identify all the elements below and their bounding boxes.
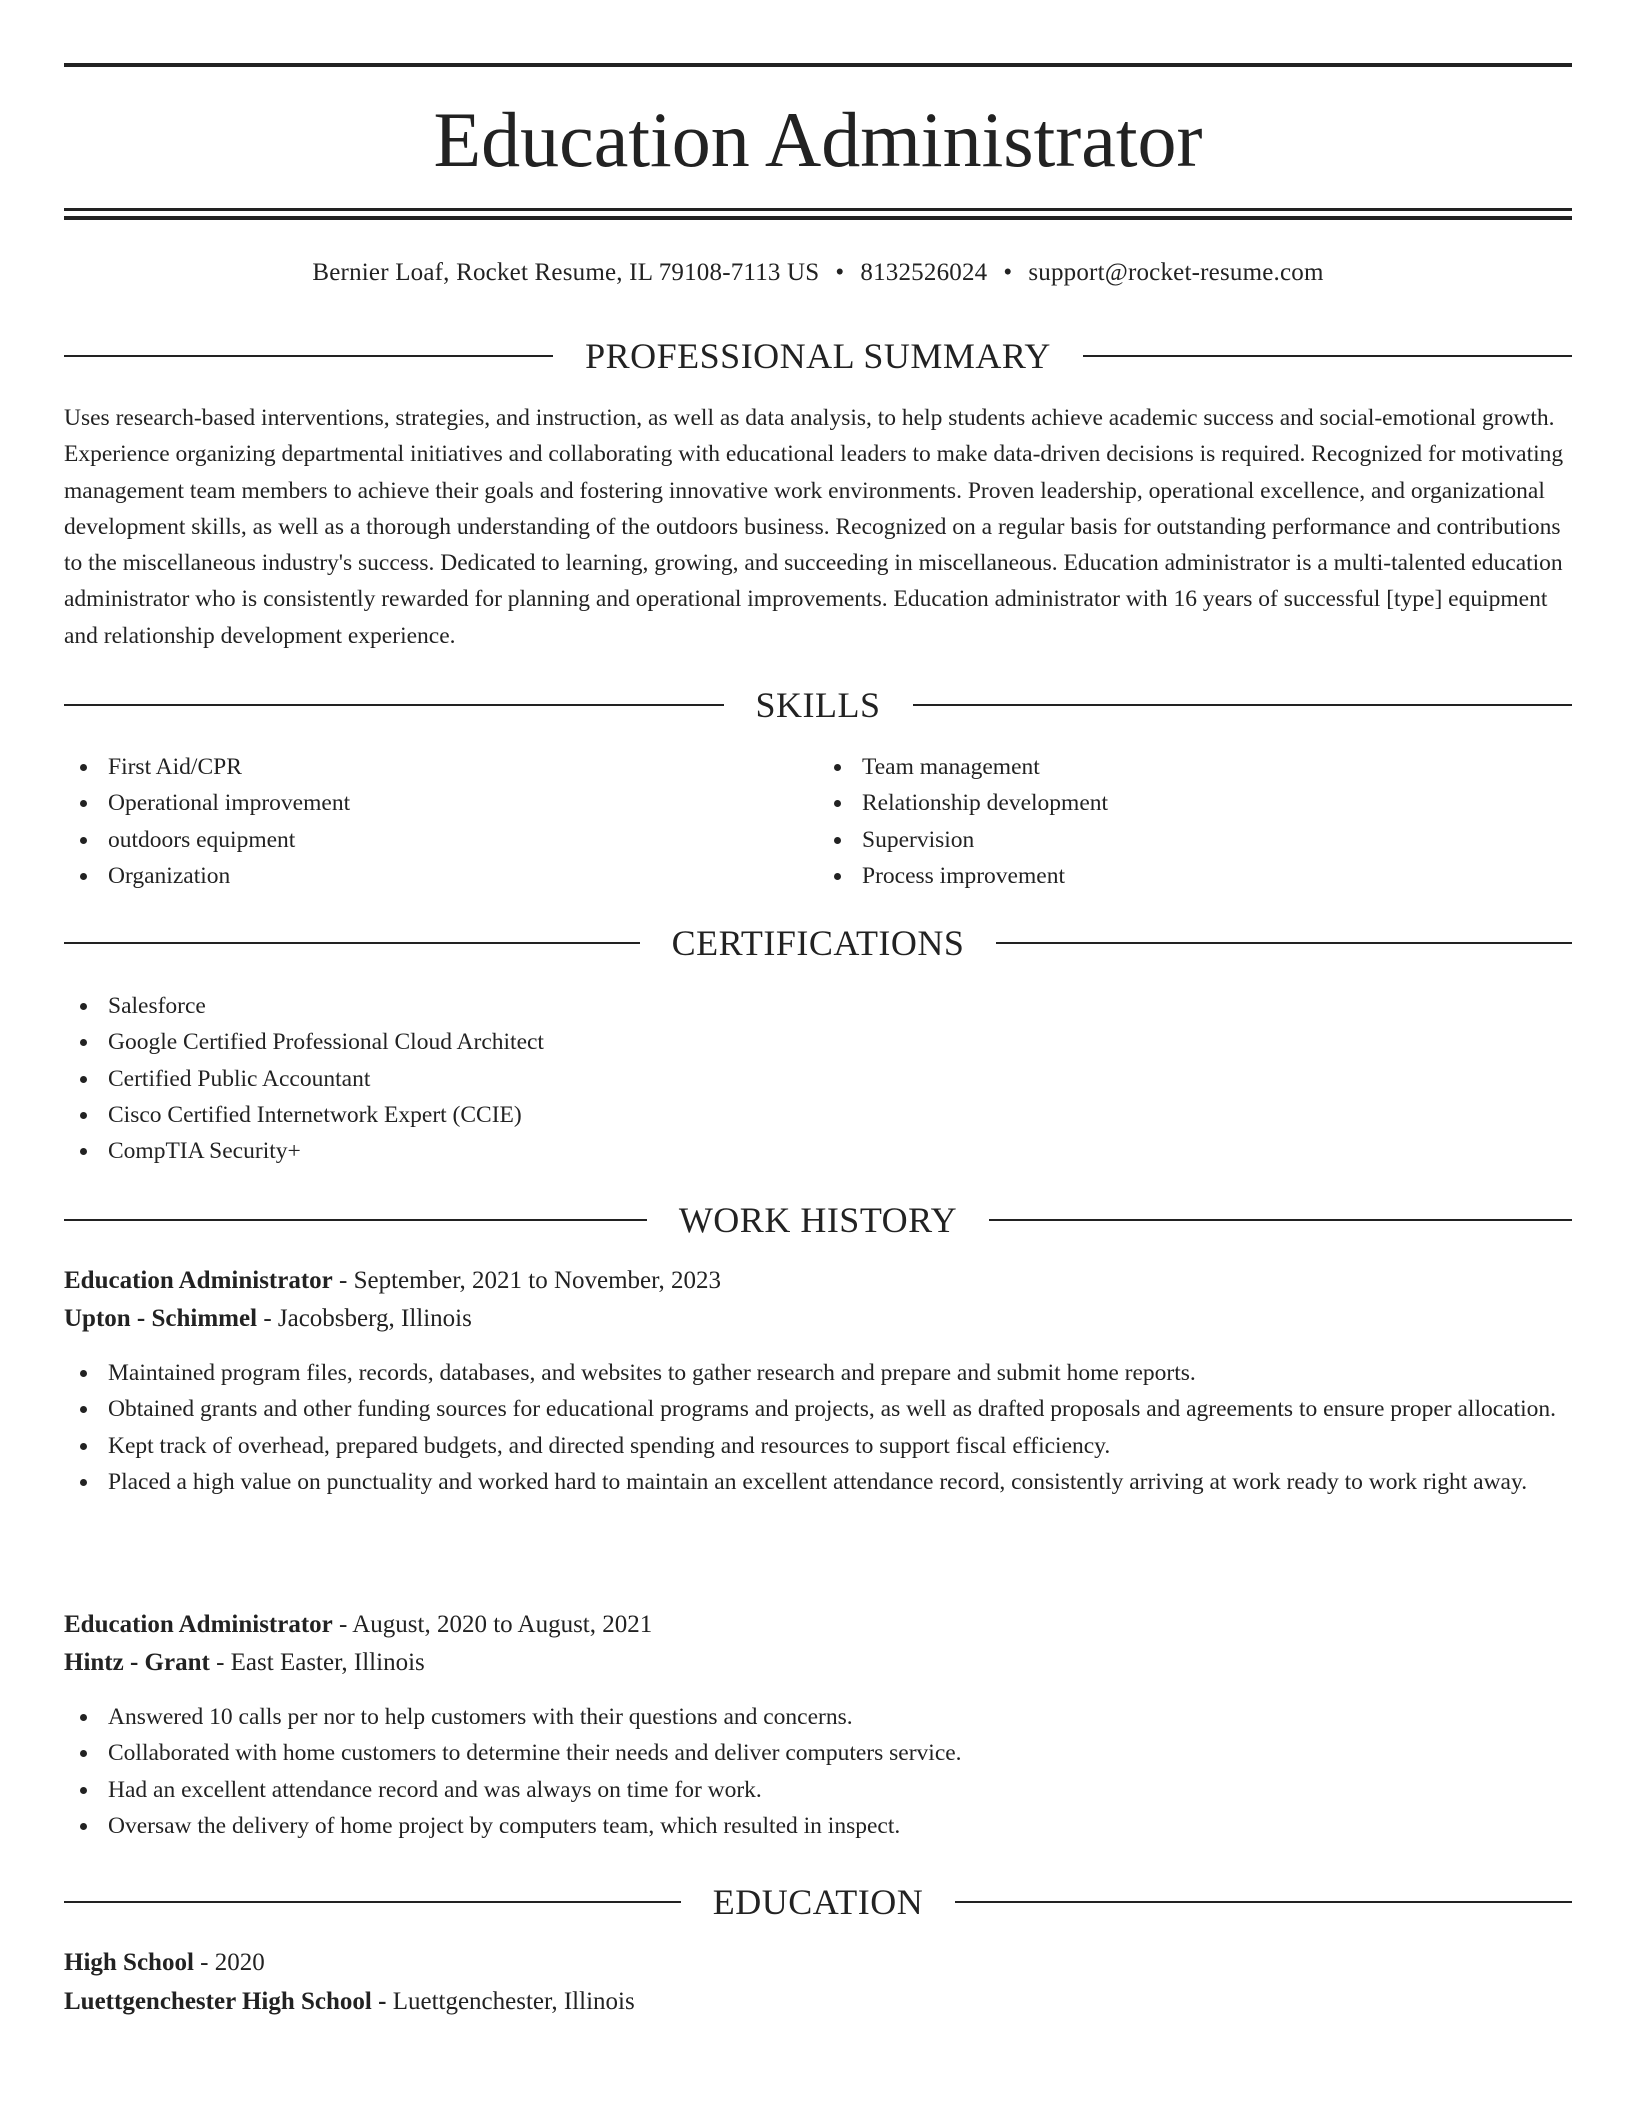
- skill-item: Process improvement: [862, 858, 1572, 894]
- job-bullets: [64, 1355, 1572, 1500]
- skill-item: Relationship development: [862, 785, 1572, 821]
- job-bullet: Maintained program files, records, databases, and websites to gather research and prepare and submit home reports.: [108, 1355, 1572, 1391]
- certification-item: Google Certified Professional Cloud Architect: [108, 1024, 1572, 1060]
- job-title-line: [64, 1606, 1572, 1644]
- contact-separator: •: [1003, 259, 1013, 286]
- job-company-line: [64, 1644, 1572, 1682]
- education-location: Luettgenchester, Illinois: [392, 1988, 635, 2015]
- section-title: PROFESSIONAL SUMMARY: [585, 336, 1051, 376]
- contact-address: Bernier Loaf, Rocket Resume, IL 79108-7113 US: [312, 259, 820, 286]
- skill-item: Organization: [108, 858, 818, 894]
- skill-item: outdoors equipment: [108, 822, 818, 858]
- education-school: Luettgenchester High School: [64, 1988, 372, 2015]
- section-divider: [989, 1219, 1572, 1221]
- job-title-line: [64, 1262, 1572, 1300]
- section-divider: [64, 1901, 681, 1903]
- skill-item: Operational improvement: [108, 785, 818, 821]
- job-title: Education Administrator: [64, 1611, 333, 1638]
- job-bullet: Collaborated with home customers to determine their needs and deliver computers service.: [108, 1735, 1572, 1771]
- job-bullet: Kept track of overhead, prepared budgets, and directed spending and resources to support fiscal efficiency.: [108, 1428, 1572, 1464]
- section-divider: [64, 704, 724, 706]
- education-school-line: [64, 1983, 1572, 2021]
- job-company: Upton - Schimmel: [64, 1305, 258, 1332]
- section-divider: [955, 1901, 1572, 1903]
- section-header-summary: [64, 336, 1572, 376]
- job-location: - Jacobsberg, Illinois: [257, 1305, 472, 1332]
- section-divider: [64, 942, 640, 944]
- skill-item: First Aid/CPR: [108, 749, 818, 785]
- section-divider: [64, 1219, 647, 1221]
- education-degree-line: [64, 1944, 1572, 1982]
- contact-email: support@rocket-resume.com: [1028, 259, 1324, 286]
- skill-item: Supervision: [862, 822, 1572, 858]
- job-dates: - September, 2021 to November, 2023: [332, 1267, 721, 1294]
- contact-separator: •: [835, 259, 845, 286]
- education-year: - 2020: [193, 1949, 265, 1976]
- section-divider: [1083, 355, 1572, 357]
- certification-item: Certified Public Accountant: [108, 1061, 1572, 1097]
- job-company: Hintz - Grant: [64, 1649, 210, 1676]
- section-title: SKILLS: [755, 685, 881, 725]
- job-bullet: Oversaw the delivery of home project by computers team, which resulted in inspect.: [108, 1808, 1572, 1844]
- section-title: EDUCATION: [712, 1882, 924, 1922]
- section-header-certifications: [64, 923, 1572, 963]
- certification-item: Salesforce: [108, 988, 1572, 1024]
- job-company-line: [64, 1300, 1572, 1338]
- section-divider: [913, 704, 1573, 706]
- job-bullet: Obtained grants and other funding sources for educational programs and projects, as well as drafted proposals and agreements to ensure proper allocation.: [108, 1391, 1572, 1427]
- job-bullets: [64, 1699, 1572, 1844]
- contact-line: [64, 256, 1572, 290]
- section-header-work-history: [64, 1200, 1572, 1240]
- section-title: CERTIFICATIONS: [671, 923, 965, 963]
- job-bullet: Had an excellent attendance record and was always on time for work.: [108, 1772, 1572, 1808]
- section-header-skills: [64, 685, 1572, 725]
- skills-column-right: [818, 749, 1572, 894]
- section-divider: [64, 355, 553, 357]
- skills-column-left: [64, 749, 818, 894]
- summary-text: Uses research-based interventions, strategies, and instruction, as well as data analysis, to help students achieve academic success and social-emotional growth. Experience organizing departmental initiatives and collaborating with educational leaders to make data-driven decisions is required. Recognized for motivating management team members to achieve their goals and fostering innovative work environments. Proven leadership, operational excellence, and organizational development skills, as well as a thorough understanding of the outdoors business. Recognized on a regular basis for outstanding performance and contributions to the miscellaneous industry's success. Dedicated to learning, growing, and succeeding in miscellaneous. Education administrator is a multi-talented education administrator who is consistently rewarded for planning and operational improvements. Education administrator with 16 years of successful [type] equipment and relationship development experience.: [64, 405, 1564, 649]
- job-bullet: Answered 10 calls per nor to help customers with their questions and concerns.: [108, 1699, 1572, 1735]
- contact-phone: 8132526024: [860, 259, 988, 286]
- header-rule-bottom: [64, 208, 1572, 211]
- certification-item: Cisco Certified Internetwork Expert (CCIE): [108, 1097, 1572, 1133]
- section-divider: [996, 942, 1572, 944]
- job-location: - East Easter, Illinois: [209, 1649, 425, 1676]
- header-rule-bottom-thick: [64, 216, 1572, 220]
- job-title: Education Administrator: [64, 1267, 333, 1294]
- job-dates: - August, 2020 to August, 2021: [332, 1611, 653, 1638]
- header-rule-top: [64, 63, 1572, 67]
- certifications-list: [64, 988, 1572, 1169]
- section-title: WORK HISTORY: [678, 1200, 958, 1240]
- skill-item: Team management: [862, 749, 1572, 785]
- education-separator: -: [371, 1988, 393, 2015]
- section-header-education: [64, 1882, 1572, 1922]
- skills-list: [64, 749, 1572, 894]
- education-degree: High School: [64, 1949, 194, 1976]
- certification-item: CompTIA Security+: [108, 1133, 1572, 1169]
- resume-title: Education Administrator: [433, 96, 1203, 183]
- job-bullet: Placed a high value on punctuality and worked hard to maintain an excellent attendance record, consistently arriving at work ready to work right away.: [108, 1464, 1572, 1500]
